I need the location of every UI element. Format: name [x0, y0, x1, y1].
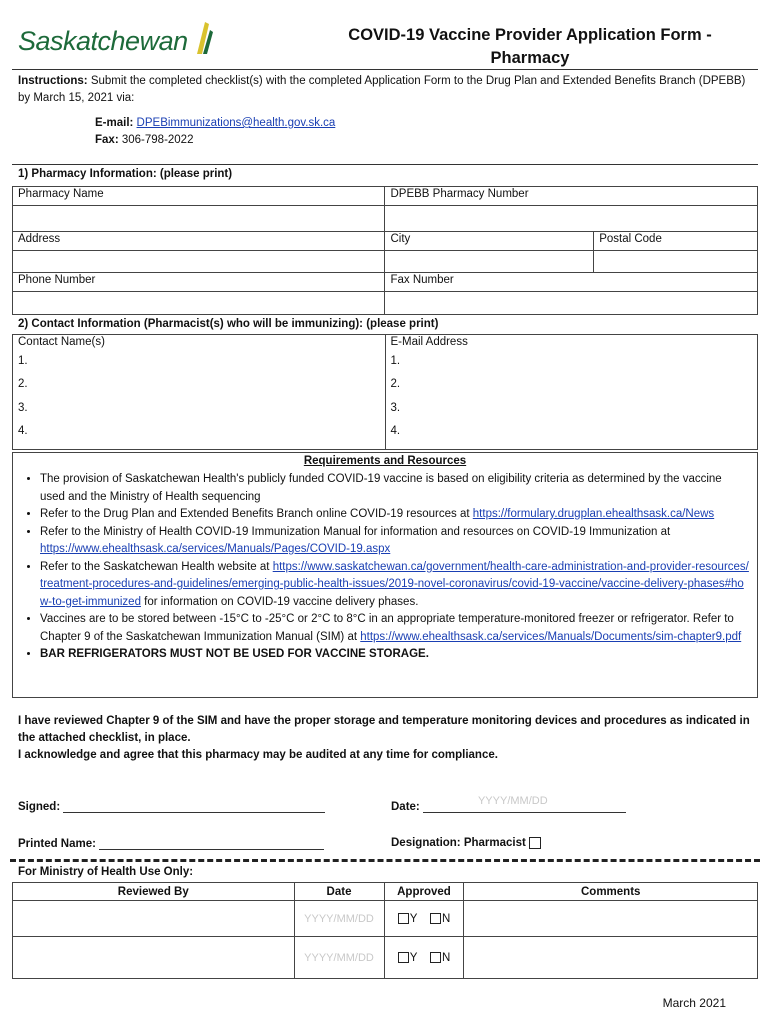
city-field[interactable]	[385, 251, 594, 273]
sim-chapter9-link[interactable]: https://www.ehealthsask.ca/services/Manuals/Documents/sim-chapter9.pdf	[360, 630, 742, 643]
approved-no-checkbox[interactable]	[430, 913, 441, 924]
contact-info-table	[12, 334, 758, 450]
fax-number: 306-798-2022	[121, 134, 194, 146]
designation-value: Pharmacist	[463, 837, 526, 850]
submission-contacts	[95, 115, 335, 149]
approved-yes-checkbox[interactable]	[398, 913, 409, 924]
postal-code-field[interactable]	[594, 251, 758, 273]
review-date-field[interactable]: YYYY/MM/DD	[294, 937, 384, 979]
requirement-item: • The provision of Saskatchewan Health's publicly funded COVID-19 vaccine is based on eligibility criteria as determined by the vaccine used and the Ministry of Health sequencing	[40, 471, 749, 506]
immunization-manual-link[interactable]: https://www.ehealthsask.ca/services/Manuals/Pages/COVID-19.aspx	[40, 543, 391, 555]
ministry-heading: For Ministry of Health Use Only:	[18, 866, 194, 878]
contact-row-1: 1.	[18, 354, 28, 367]
email-address-header: E-Mail Address	[385, 335, 758, 350]
drug-plan-link[interactable]: https://formulary.drugplan.ehealthsask.ca/News	[472, 508, 715, 520]
reviewed-by-field[interactable]	[13, 937, 295, 979]
email-row-1: 1.	[390, 354, 401, 367]
wheat-icon	[193, 20, 215, 56]
requirement-item: • Refer to the Saskatchewan Health website at https://www.saskatchewan.ca/government/health-care-administration-and-provider-resources/treatment-procedures-and-guidelines/emerging-public-health-issues/2019-novel-coronavirus/covid-19-vaccine/vaccine-delivery-phases#how-to-get-immunized for information on COVID-19 vaccine delivery phases.	[40, 559, 749, 612]
title-line-2: Pharmacy	[490, 49, 570, 67]
footer-date: March 2021	[662, 996, 726, 1010]
approved-field: Y N	[384, 937, 464, 979]
fax-label: Fax:	[95, 134, 119, 146]
signature-field[interactable]	[63, 800, 325, 813]
printed-name-row	[18, 837, 324, 850]
signed-label: Signed:	[18, 801, 61, 813]
address-label: Address	[13, 232, 385, 251]
requirement-item: • Refer to the Ministry of Health COVID-19 Immunization Manual for information and resources on COVID-19 Immunization at https://www.ehealthsask.ca/services/Manuals/Pages/COVID-19.aspx	[40, 524, 749, 559]
printed-name-field[interactable]	[99, 837, 324, 850]
approved-field: Y N	[384, 901, 464, 937]
divider	[12, 164, 758, 165]
requirements-heading: Requirements and Resources	[303, 455, 467, 467]
printed-name-label: Printed Name:	[18, 838, 96, 850]
contact-row-2: 2.	[18, 378, 28, 390]
comments-header: Comments	[464, 883, 758, 901]
form-title	[330, 24, 730, 70]
dpebb-number-label: DPEBB Pharmacy Number	[385, 187, 758, 206]
reviewed-by-field[interactable]	[13, 901, 295, 937]
instructions-text: Submit the completed checklist(s) with the completed Application Form to the Drug Plan and Extended Benefits Branch (DPEBB) by March 15, 2021 via:	[18, 75, 746, 104]
fax-label: Fax Number	[385, 273, 758, 292]
review-date-field[interactable]: YYYY/MM/DD	[294, 901, 384, 937]
sask-health-link[interactable]: https://www.saskatchewan.ca/government/health-care-administration-and-provider-resources/treatment-procedures-and-guidelines/emerging-public-health-issues/2019-novel-coronavirus/covid-19-vaccine/vaccine-delivery-phases#how-to-get-immunized	[40, 560, 749, 608]
contact-names-field[interactable]	[13, 350, 386, 450]
contact-row-3: 3.	[18, 401, 28, 414]
title-line-1: COVID-19 Vaccine Provider Application Form -	[348, 26, 712, 44]
phone-label: Phone Number	[13, 273, 385, 292]
contact-row-4: 4.	[18, 425, 28, 437]
contact-name-header: Contact Name(s)	[13, 335, 386, 350]
city-label: City	[385, 232, 594, 251]
email-row-2: 2.	[390, 378, 401, 390]
phone-field[interactable]	[13, 292, 385, 315]
instructions	[18, 73, 753, 107]
section2-heading: 2) Contact Information (Pharmacist(s) who will be immunizing): (please print)	[18, 318, 439, 330]
comments-field[interactable]	[464, 937, 758, 979]
reviewed-by-header: Reviewed By	[13, 883, 295, 901]
logo-text: Saskatchewan	[18, 26, 188, 56]
contact-emails-field[interactable]	[385, 350, 758, 450]
fax-field[interactable]	[385, 292, 758, 315]
designation-label: Designation:	[391, 837, 461, 850]
dpebb-number-field[interactable]	[385, 206, 758, 232]
section1-heading: 1) Pharmacy Information: (please print)	[18, 168, 233, 180]
requirement-item: • Refer to the Drug Plan and Extended Benefits Branch online COVID-19 resources at https://formulary.drugplan.ehealthsask.ca/News	[40, 506, 749, 524]
signed-row	[18, 800, 325, 813]
postal-code-label: Postal Code	[594, 232, 758, 251]
email-link[interactable]: DPEBimmunizations@health.gov.sk.ca	[136, 117, 336, 129]
date-placeholder: YYYY/MM/DD	[477, 795, 548, 807]
divider	[12, 69, 758, 70]
ministry-table	[12, 882, 758, 979]
pharmacy-info-table	[12, 186, 758, 315]
approved-header: Approved	[384, 883, 464, 901]
date-row	[391, 795, 626, 813]
approved-no-checkbox[interactable]	[430, 952, 441, 963]
ack-line-2: I acknowledge and agree that this pharmacy may be audited at any time for compliance.	[18, 749, 498, 761]
address-field[interactable]	[13, 251, 385, 273]
pharmacy-name-field[interactable]	[13, 206, 385, 232]
acknowledgement	[18, 713, 758, 764]
date-field[interactable]	[423, 795, 626, 813]
email-row-3: 3.	[390, 401, 401, 414]
approved-yes-checkbox[interactable]	[398, 952, 409, 963]
date-label: Date:	[391, 801, 420, 813]
pharmacist-checkbox[interactable]	[529, 837, 541, 849]
designation-row	[391, 837, 542, 849]
ack-line-1: I have reviewed Chapter 9 of the SIM and have the proper storage and temperature monitoring devices and procedures as indicated in the attached checklist, in place.	[18, 715, 750, 744]
email-label: E-mail:	[95, 117, 134, 129]
pharmacy-name-label: Pharmacy Name	[13, 187, 385, 206]
instructions-label: Instructions:	[18, 75, 88, 87]
saskatchewan-logo	[18, 20, 215, 57]
requirement-item: • BAR REFRIGERATORS MUST NOT BE USED FOR VACCINE STORAGE.	[40, 646, 749, 664]
date-header: Date	[294, 883, 384, 901]
requirements-list	[13, 471, 757, 664]
comments-field[interactable]	[464, 901, 758, 937]
email-row-4: 4.	[390, 425, 401, 437]
requirement-item: • Vaccines are to be stored between -15°C to -25°C or 2°C to 8°C in an appropriate temperature-monitored freezer or refrigerator. Refer to Chapter 9 of the Saskatchewan Immunization Manual (SIM) at https://www.ehealthsask.ca/services/Manuals/Documents/sim-chapter9.pdf	[40, 611, 749, 646]
requirements-box	[12, 452, 758, 698]
cut-line	[10, 859, 760, 862]
